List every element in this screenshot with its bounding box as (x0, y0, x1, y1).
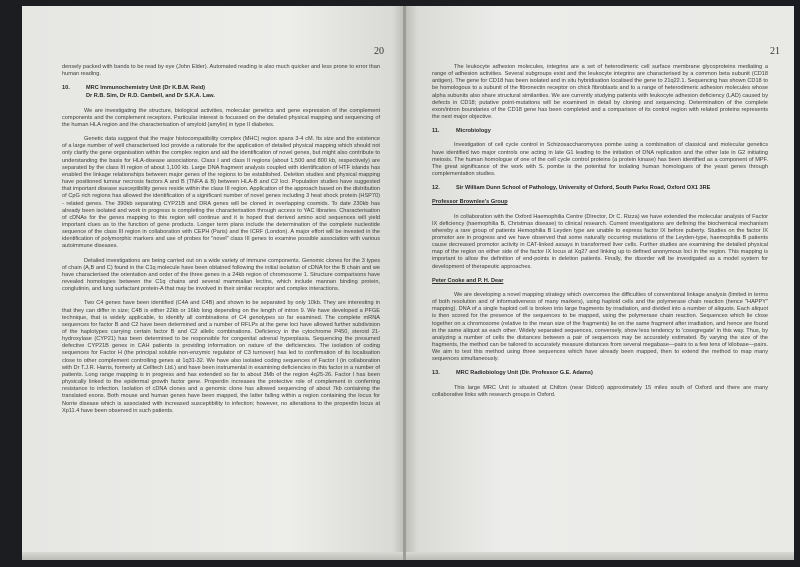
section-heading (62, 85, 380, 92)
section-title: MRC Radiobiology Unit (Dir. Professor G.E. Adams) (456, 370, 593, 377)
page-edge (406, 552, 794, 560)
page-number: 20 (374, 46, 384, 57)
paragraph: Detailed investigations are being carried out on a wide variety of immune components. Genomic clones for the 3 types of chain (A,B and C) found in the C1q molecule have been obtained following the initial isolation of cDNA for the B chain and we have characterised the orientation and order of the three genes in a 24kb region of chromosome 1. Structure comparisons have revealed homologies between the C1q chains and several mammalian lectins, which include mannan binding protein, conglutinin, and lung surfactant protein-A that may be involved in their similar receptor and complex interactions. (62, 257, 380, 293)
section-number: 10. (62, 85, 70, 92)
section-number: 12. (432, 185, 440, 192)
paragraph: Two C4 genes have been identified (C4A and C4B) and shown to be separated by only 10kb. They are interesting in that they can differ in size; C4B is either 22kb or 16kb long depending on the length of intron 9. We have developed a PFGE technique, that is widely applicable, to identify all combinations of C4 genotypes so far examined. The complete mRNA sequences for factor B and C2 have been determined and a number of RFLPs at the gene loci have allowed further subdivision of the haplotypes carrying certain factor B and C2 allelic combinations. Deficiency in the cytochrome P450, steroid 21-hydroxylase (CYP21) has been determined to be responsible for congenital adrenal hyperplasia. Sequencing the presumed defective CYP21B genes in CAH patients is providing information on nature of the deficiencies. The isolation of coding sequences for Factor H (the principal soluble non-enzymic regulator of C3 turnover) has led to confirmation of its localisation close to other complement controlling genes at 1q31-32. We have also isolated coding sequences of Factor I (in collaboration with Dr T.J.R. Harris, formerly at Celltech Ltd.) and have been instrumental in examining deficiencies in this factor in a number of patients. Long range mapping is in progress and has extended so far to about 3Mb of the region 4q25-26. Factor I has been physically linked to the epidermal growth factor gene. Properdin increases the protective role of complement in conferring resistance to infection. Isolation of cDNA clones and a genomic clone has allowed sequencing of about 7kb containing the translated exons. Both mouse and human genes have been mapped, the latter falling within a region containing the locus for Norrie disease which is associated with increased susceptibility to infection; however, no alterations to the properdin locus at Xp11.4 have been observed in such patients. (62, 300, 380, 414)
right-column (432, 64, 768, 406)
section-number: 11. (432, 128, 440, 135)
paragraph: The leukocyte adhesion molecules, integrins are a set of heterodimeric cell surface membrane glycoproteins mediating a range of adhesion activities. Several subgroups exist and the leukocyte integrins are characterised by a common beta subunit (CD18 antigen). The gene for CD18 has been isolated and in situ hybridisation localised the gene to 21q22.1. Sequencing has shown CD18 to be homologous to a subunit of the fibronectin receptor on chick fibroblasts and to a range of heterodimeric adhesion molecules whose alpha subunits also share structural similarities. We are currently studying patients with leukocyte adhesion deficiency (LAD) caused by defects in CD18; putative point-mutations will be examined in detail by cloning and sequencing. Determination of the complete exon/intron boundaries of the CD18 gene has been completed and a comparison of its control region with related proteins represents the next major objective. (432, 64, 768, 121)
section-heading (432, 370, 768, 377)
section-heading (432, 185, 768, 192)
section-title: MRC Immunochemistry Unit (Dr K.B.M. Reid) (86, 85, 206, 92)
paragraph: Genetic data suggest that the major histocompatibility complex (MHC) region spans 3-4 cM. Its size and the existence of a large number of well characterised loci provide a rationale for the application of detailed physical mapping which should not only clarify the gene organisation within the complex region and aid the identification of novel genes, but might also contribute to understanding the basis for HLA-disease associations. Class I and class II regions (about 1,500 and 800 kb, respectively) are separated by the class III region of about 1,100 kb. Large DNA fragment analysis coupled with identification of HTF islands has enabled the linkage relationships between major genes of the regions to be established. Deletion studies and physical mapping have positioned tumour necrosis factors A and B (TNFA & B) between HLA-B and C2 loci. Population studies have suggested that important disease susceptibility genes reside within the class III region. Application of the approach based on the distribution of CpG rich regions has allowed the identification of a significant number of novel genes including 3 heat shock protein (HSP70) - related genes. The 390kb separating CYP21B and DRA genes will be cloned in overlapping cosmids. To date 230kb has already been isolated and work in progress is completing the characterisation through access to YAC libraries. Characterisation of cDNAs for the genes mapping to this region will continue and it is hoped that derived amino acid sequences will yield important clues as to the function of gene products. Longer term plans include the determination of the complete nucleotide sequence of the class III region in collaboration with CEPH (Paris) and the ICRF (London). A major effort will be invested in the identification of polymorphic markers and use of probes for "novel" class III genes to examine possible association with various autoimmune diseases. (62, 136, 380, 250)
paragraph: We are investigating the structure, biological activities, molecular genetics and gene expression of the complement components and the complement receptors. Particular interest is focussed on the detailed physical mapping and sequencing of the human HLA region and the characterisation of amyloid (amylin) in type II diabetes. (62, 107, 380, 128)
left-page (22, 6, 404, 560)
group-title: Peter Cooke and P. H. Dear (432, 277, 504, 284)
right-page (406, 6, 794, 560)
section-heading (432, 128, 768, 135)
paragraph: In collaboration with the Oxford Haemophilia Centre (Director, Dr C. Rizza) we have extended the molecular analysis of Factor IX deficiency (haemophilia B, Christmas disease) to clinical research. Current investigations are defining the biochemical mechanism whereby a rare group of patients Hemophilia B Leyden type are unable to express factor IX before puberty. Studies on the factor IX promotor are in progress and we have observed that some naturally occurring mutations of the Leyden-type, haemophilia B patients cause decreased promotor activity in CAT-linked assays in transformed liver cells. Further studies are examining the detailed physical map of the region on either side of the factor IX locus at Xq27 and linking up to defined anonymous loci in the region. This mapping is important to allow the definition of end-points in deletion patients. Finally, the disorder will be investigated as a model system for development of therapeutic approaches. (432, 213, 768, 270)
left-column (62, 64, 380, 422)
paragraph: Investigation of cell cycle control in Schizosaccharomyces pombe using a combination of classical and molecular genetics have identified two major controls one acting in late G1 leading to the initiation of DNA replication and the other late in G2 initiating meiosis. The human homologue of one of the cell cycle control proteins (a protein kinase) has been identified as a component of MPF. The great significance of the work with S. pombe is the potential for isolating human homologues of the yeast genes through complementation studies. (432, 142, 768, 178)
page-number: 21 (770, 46, 780, 57)
section-title: Microbiology (456, 128, 491, 135)
page-edge (22, 552, 404, 560)
paragraph: We are developing a novel mapping strategy which overcomes the difficulties of conventional linkage analysis (limited in terms of both resolution and of informativeness of many markers), using haploid cells and the polymerase chain reaction (hence "HAPPY" mapping). DNA of a single haploid cell is broken into large fragments by irradiation, and divided into a number of aliquots. Each aliquot is then scored for the presence of the sequences to be mapped, using the polymerase chain reaction. Sequences which lie close together on a chromosome (relative to the mean size of the fragments) lie on the same fragment after irradiation, and hence are found in the same aliquot as each other. Widely separated sequences, conversely, show less tendency to 'cosegregate' in this way. Thus, by analyzing a number of cells the distances between a pair of sequences may be accurately estimated. By varying the size of the fragments, the method can be tailored to accurately measure distances from several megabase—pairs to a few tens of kilobase—pairs. We aim to test this method using three sequences which have already been mapped, then to extend the method to map many sequences simultaneously. (432, 291, 768, 363)
book-spread (22, 6, 794, 560)
paragraph: This large MRC Unit is situated at Chilton (near Didcot) approximately 15 miles south of Oxford and there are many collaborative links with research groups in Oxford. (432, 384, 768, 398)
intro-paragraph: densely packed with bands to be read by eye (John Elder). Automated reading is also much quicker and less prone to error than human reading. (62, 64, 380, 78)
group-title: Professor Brownlee's Group (432, 199, 508, 206)
section-title: Sir William Dunn School of Pathology, University of Oxford, South Parks Road, Oxford OX1 3RE (456, 185, 711, 192)
section-staff: Dr R.B. Sim, Dr R.D. Cambell, and Dr S.K.A. Law. (86, 93, 215, 100)
section-number: 13. (432, 370, 440, 377)
